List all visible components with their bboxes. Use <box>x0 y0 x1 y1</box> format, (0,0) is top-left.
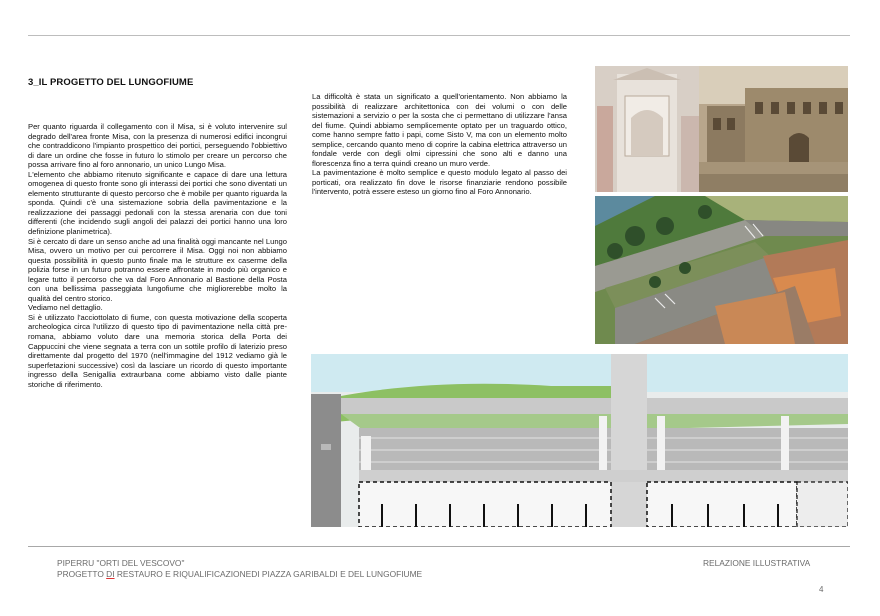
footer-project-info <box>57 558 422 580</box>
paragraph: La difficoltà è stata un significato a quell'orientamento. Non abbiamo la possibilità di realizzare architettonica con dei volumi o con delle sistemazioni a servizio o per la sosta che ci permettano di utilizzare l'ansa del fiume. Quindi abbiamo semplicemente optato per un traguardo ottico, come hanno sempre fatto i papi, come Sisto V, ma con un elemento molto semplice, cercando quanto meno di coprire la cabina elettrica attraverso un fondale verde con degli olmi cipressini che sono alti e danno una florescenza fino a terra quindi creano un muro verde. <box>312 92 567 168</box>
paragraph: L'elemento che abbiamo ritenuto significante e capace di dare una lettura omogenea di questo fronte sono gli interassi dei portici che sono diventati un elemento strutturante di questo percorso che è mobile per quanto riguarda la sponda. Quindi c'è una sistemazione sobria della pavimentazione e la realizzazione dei passaggi pedonali con la stessa arenaria con due toni differenti (che incidendo sugli angoli dei palazzi dei portici hanno una loro definizione planimetrica). <box>28 169 287 237</box>
page-number: 4 <box>819 585 824 594</box>
historic-photos-image <box>595 66 848 192</box>
aerial-photo-image <box>595 196 848 344</box>
paragraph: Per quanto riguarda il collegamento con il Misa, si è voluto intervenire sul degrado dell'area fronte Misa, con la presenza di numerosi edifici incongrui che contraddicono l'impianto prospettico dei portici, perseguendo l'obbiettivo di dare un ordine che fosse in futuro lo stimolo per creare un percorso che possa arrivare fino al foro annonario, un unico Lungo Misa. <box>28 122 287 170</box>
footer-line-2 <box>57 569 422 580</box>
footer-line-1: PIPERRU "ORTI DEL VESCOVO" <box>57 558 185 568</box>
text-column-right <box>312 92 567 197</box>
top-rule <box>28 35 850 36</box>
paragraph: Vediamo nel dettaglio. <box>28 303 103 313</box>
paragraph: La pavimentazione è molto semplice e questo modulo legato al passo dei porticati, ora realizzato fin dove le risorse finanziarie rendono possibile l'intervento, potrà essere esteso un giorno fino al Foro Annonario. <box>312 168 567 197</box>
footer-line-2-part: RESTAURO E RIQUALIFICAZIONEDI PIAZZA GARIBALDI E DEL LUNGOFIUME <box>114 569 423 579</box>
footer-doc-type: RELAZIONE ILLUSTRATIVA <box>703 558 811 568</box>
section-heading: 3_IL PROGETTO DEL LUNGOFIUME <box>28 77 194 88</box>
site-plan-image <box>311 354 848 527</box>
paragraph: Si è cercato di dare un senso anche ad una finalità oggi mancante nel Lungo Misa, ovvero un motivo per cui percorrere il Misa. Oggi noi non abbiamo questa possibilità in questo punto finale ma le strutture ex caserme della polizia forse in un futuro potranno essere affrontate in modo più organico e legare tutto il percorso che va dal Foro Annonario al Bastione della Posta con una bellissima passeggiata lungofiume che migliorerebbe molto la qualità del centro storico. <box>28 236 287 303</box>
bottom-rule <box>28 546 850 547</box>
footer-line-2-underlined: DI <box>106 569 115 579</box>
text-column-left <box>28 122 287 389</box>
paragraph: Si è utilizzato l'acciottolato di fiume, con questa motivazione della scoperta archeologica circa l'utilizzo di questo tipo di pavimentazione nella città pre-romana, abbiamo voluto dare una memoria storica della Porta dei Cappuccini che viene segnata a terra con un sottile profilo di laterizio preso direttamente dal progetto del 1970 (nell'immagine del 1912 vediamo già le superfetazioni successive) così da lasciare un ricordo di questo importante ingresso della Senigallia extraurbana come abbiamo visto dalle piante storiche di riferimento. <box>28 312 287 389</box>
footer-line-2-part: PROGETTO <box>57 569 107 579</box>
